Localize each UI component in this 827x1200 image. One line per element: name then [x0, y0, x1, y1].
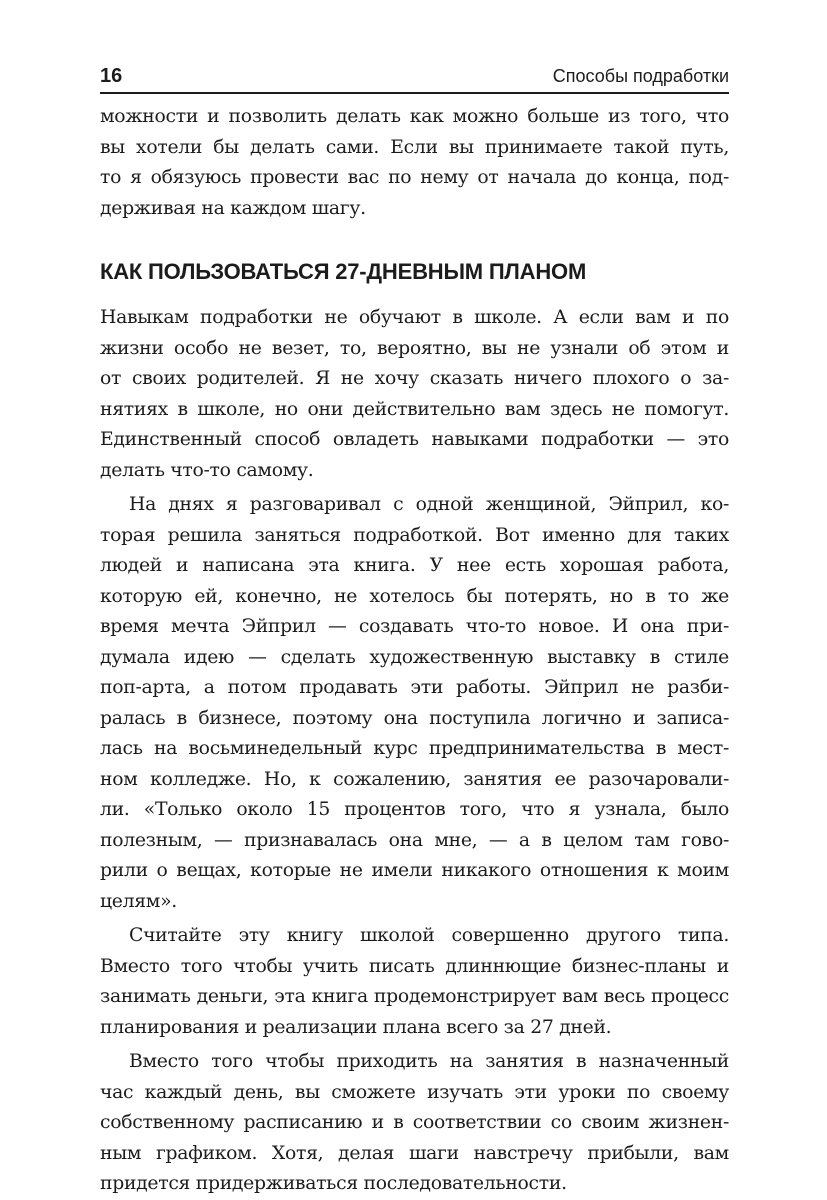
text-line: держивая на каждом шагу.	[100, 197, 366, 219]
text-line: целям».	[100, 890, 177, 912]
text-line: занимать деньги, эта книга продемонстрирует вам весь процесс	[100, 986, 729, 1007]
text-line: нятиях в школе, но они действительно вам здесь не помогут.	[100, 398, 729, 420]
text-line: лась на восьминедельный курс предпринимательства в мест-	[100, 738, 729, 759]
text-line: Считайте эту книгу школой совершенно другого типа.	[129, 925, 729, 946]
text-line: думала идею — сделать художественную выставку в стиле	[100, 646, 729, 668]
text-line: которую ей, конечно, не хотелось бы потерять, но в то же	[100, 585, 729, 607]
intro-paragraph	[100, 102, 729, 224]
text-line: ли. «Только около 15 процентов того, что я узнала, было	[100, 799, 729, 820]
text-line: жизни особо не везет, то, вероятно, вы не узнали об этом и	[100, 337, 729, 359]
text-line: ном колледже. Но, к сожалению, занятия ее разочаровали-	[100, 768, 729, 790]
text-line: Вместо того чтобы приходить на занятия в назначенный	[129, 1051, 729, 1072]
text-line: Навыкам подработки не обучают в школе. А если вам и по	[100, 307, 729, 328]
text-line: планирования и реализации плана всего за 27 дней.	[100, 1016, 612, 1038]
text-line: можности и позволить делать как можно больше из того, что	[100, 106, 729, 127]
text-line: ным графиком. Хотя, делая шаги навстречу прибыли, вам	[100, 1142, 729, 1164]
page-number: 16	[100, 65, 123, 87]
body-paragraph-4	[100, 1047, 729, 1200]
text-line: полезным, — признавалась она мне, — а в целом там гово-	[100, 829, 729, 851]
running-header-title: Способы подработки	[552, 66, 729, 86]
text-line: то я обязуюсь провести вас по нему от начала до конца, под-	[100, 167, 729, 188]
text-line: людей и написана эта книга. У нее есть хорошая работа,	[100, 555, 729, 576]
running-header	[100, 58, 729, 94]
text-line: торая решила заняться подработкой. Вот именно для таких	[100, 524, 729, 546]
body-paragraph-1	[100, 303, 729, 486]
text-line: время мечта Эйприл — создавать что-то новое. И она при-	[100, 616, 729, 637]
text-line: час каждый день, вы сможете изучать эти уроки по своему	[100, 1081, 729, 1103]
text-line: рили о вещах, которые не имели никакого отношения к моим	[100, 860, 729, 881]
text-line: от своих родителей. Я не хочу сказать ничего плохого о за-	[100, 368, 729, 389]
text-line: вы хотели бы делать сами. Если вы принимаете такой путь,	[100, 136, 729, 158]
text-line: Вместо того чтобы учить писать длиннющие бизнес-планы и	[100, 955, 729, 977]
text-line: поп-арта, а потом продавать эти работы. Эйприл не разби-	[100, 677, 729, 698]
book-page	[100, 58, 729, 1200]
text-line: На днях я разговаривал с одной женщиной, Эйприл, ко-	[129, 494, 729, 515]
body-paragraph-2	[100, 490, 729, 917]
text-line: делать что-то самому.	[100, 459, 314, 481]
text-line: ралась в бизнесе, поэтому она поступила логично и записа-	[100, 707, 729, 729]
body-paragraph-3	[100, 921, 729, 1043]
text-line: Единственный способ овладеть навыками подработки — это	[100, 429, 729, 450]
text-line: придется придерживаться последовательности.	[100, 1173, 567, 1194]
section-heading: КАК ПОЛЬЗОВАТЬСЯ 27-ДНЕВНЫМ ПЛАНОМ	[100, 259, 587, 284]
text-line: собственному расписанию и в соответствии со своим жизнен-	[100, 1112, 729, 1133]
